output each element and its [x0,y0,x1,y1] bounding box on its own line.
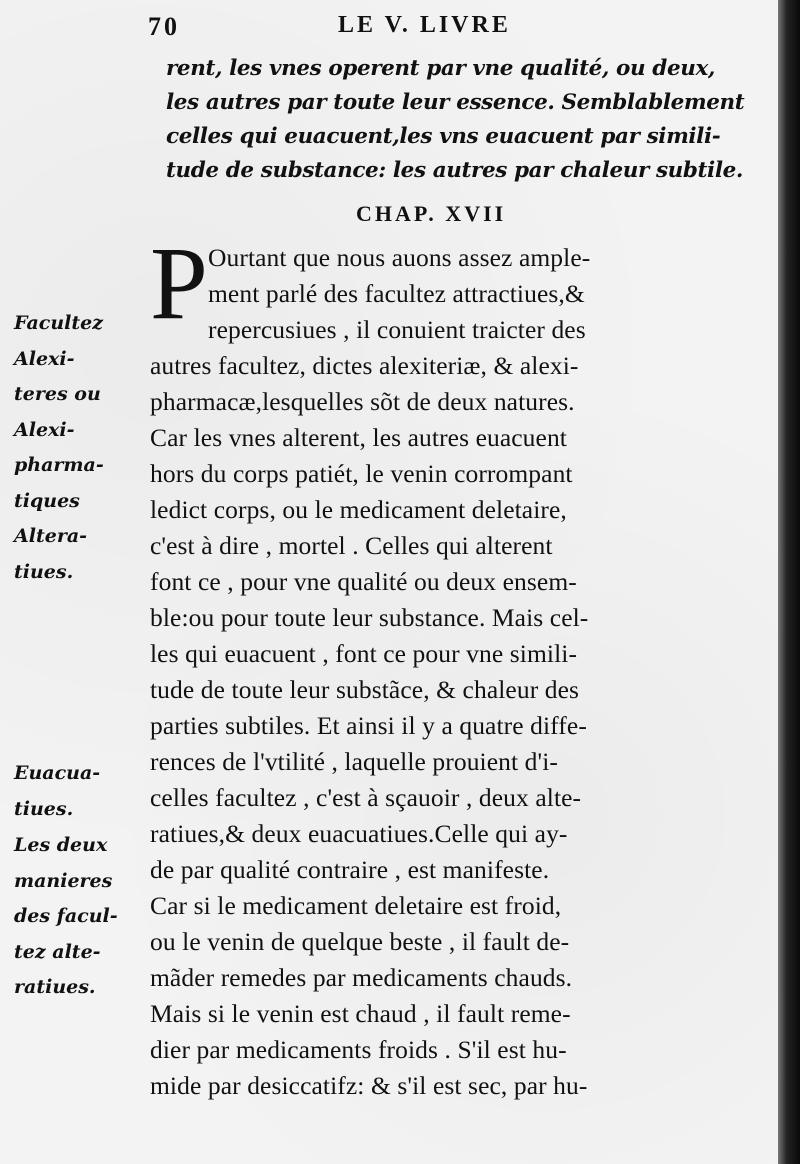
page-number: 70 [148,12,180,41]
margin-line: Altera- [14,525,88,547]
body-line: les qui euacuent , font ce pour vne simili- [150,639,578,668]
body-line: mide par desiccatifz: & s'il est sec, par hu- [150,1071,588,1100]
margin-note-deux-manieres [14,828,142,1006]
margin-line: teres ou [14,383,101,405]
continuation-paragraph [166,52,756,188]
body-line: mãder remedes par medicaments chauds. [150,963,573,992]
body-line: Car si le medicament deletaire est froid, [150,891,562,920]
body-line: tude de toute leur substãce, & chaleur des [150,675,580,704]
text-line: tude de substance: les autres par chaleur subtile. [166,158,743,183]
margin-note-euacuatiues [14,756,142,827]
body-line: hors du corps patiét, le venin corrompant [150,459,573,488]
body-line: c'est à dire , mortel . Celles qui alterent [150,531,553,560]
margin-line: ratiues. [14,976,96,998]
body-line: pharmacæ,lesquelles sõt de deux natures. [150,387,575,416]
body-line: repercusiues , il conuient traicter des [208,315,586,344]
body-line: ledict corps, ou le medicament deletaire, [150,495,567,524]
margin-note-alexiteres [14,306,142,590]
chapter-heading: CHAP. XVII [356,201,507,226]
margin-line: Les deux [14,834,108,856]
body-line: font ce , pour vne qualité ou deux ensem- [150,567,577,596]
page-header [148,12,588,44]
margin-line: des facul- [14,905,118,927]
body-line: dier par medicaments froids . S'il est hu- [150,1035,567,1064]
margin-line: tiques [14,489,80,512]
drop-cap: P [150,226,208,341]
margin-line: tez alte- [14,940,101,963]
margin-line: Alexi- [14,347,75,370]
body-line: rences de l'vtilité , laquelle prouient d'i- [150,747,558,776]
body-line: Car les vnes alterent, les autres euacuent [150,423,567,452]
body-line: de par qualité contraire , est manifeste. [150,855,550,884]
margin-line: manieres [14,869,113,892]
book-gutter-shadow [778,0,800,1164]
body-line: ble:ou pour toute leur substance. Mais cel- [150,603,589,632]
margin-line: tiues. [14,797,74,820]
margin-line: tiues. [14,560,74,583]
body-line: ment parlé des facultez attractiues,& [208,279,585,308]
margin-line: Facultez [14,312,104,334]
body-line: Mais si le venin est chaud , il fault reme- [150,999,571,1028]
body-line: ou le venin de quelque beste , il fault de- [150,927,570,956]
text-line: rent, les vnes operent par vne qualité, ou deux, [166,56,715,81]
running-title: LE V. LIVRE [338,12,511,38]
text-line: celles qui euacuent,les vns euacuent par simili- [166,124,721,149]
body-line: parties subtiles. Et ainsi il y a quatre diffe- [150,711,587,740]
body-line: Ourtant que nous auons assez ample- [208,243,591,272]
body-line: ratiues,& deux euacuatiues.Celle qui ay- [150,819,568,848]
margin-line: pharma- [14,454,104,476]
margin-line: Euacua- [14,762,101,784]
body-line: celles facultez , c'est à sçauoir , deux alte- [150,783,582,812]
margin-line: Alexi- [14,418,75,441]
text-line: les autres par toute leur essence. Semblablement [166,90,745,115]
body-line: autres facultez, dictes alexiteriæ, & alexi- [150,351,579,380]
